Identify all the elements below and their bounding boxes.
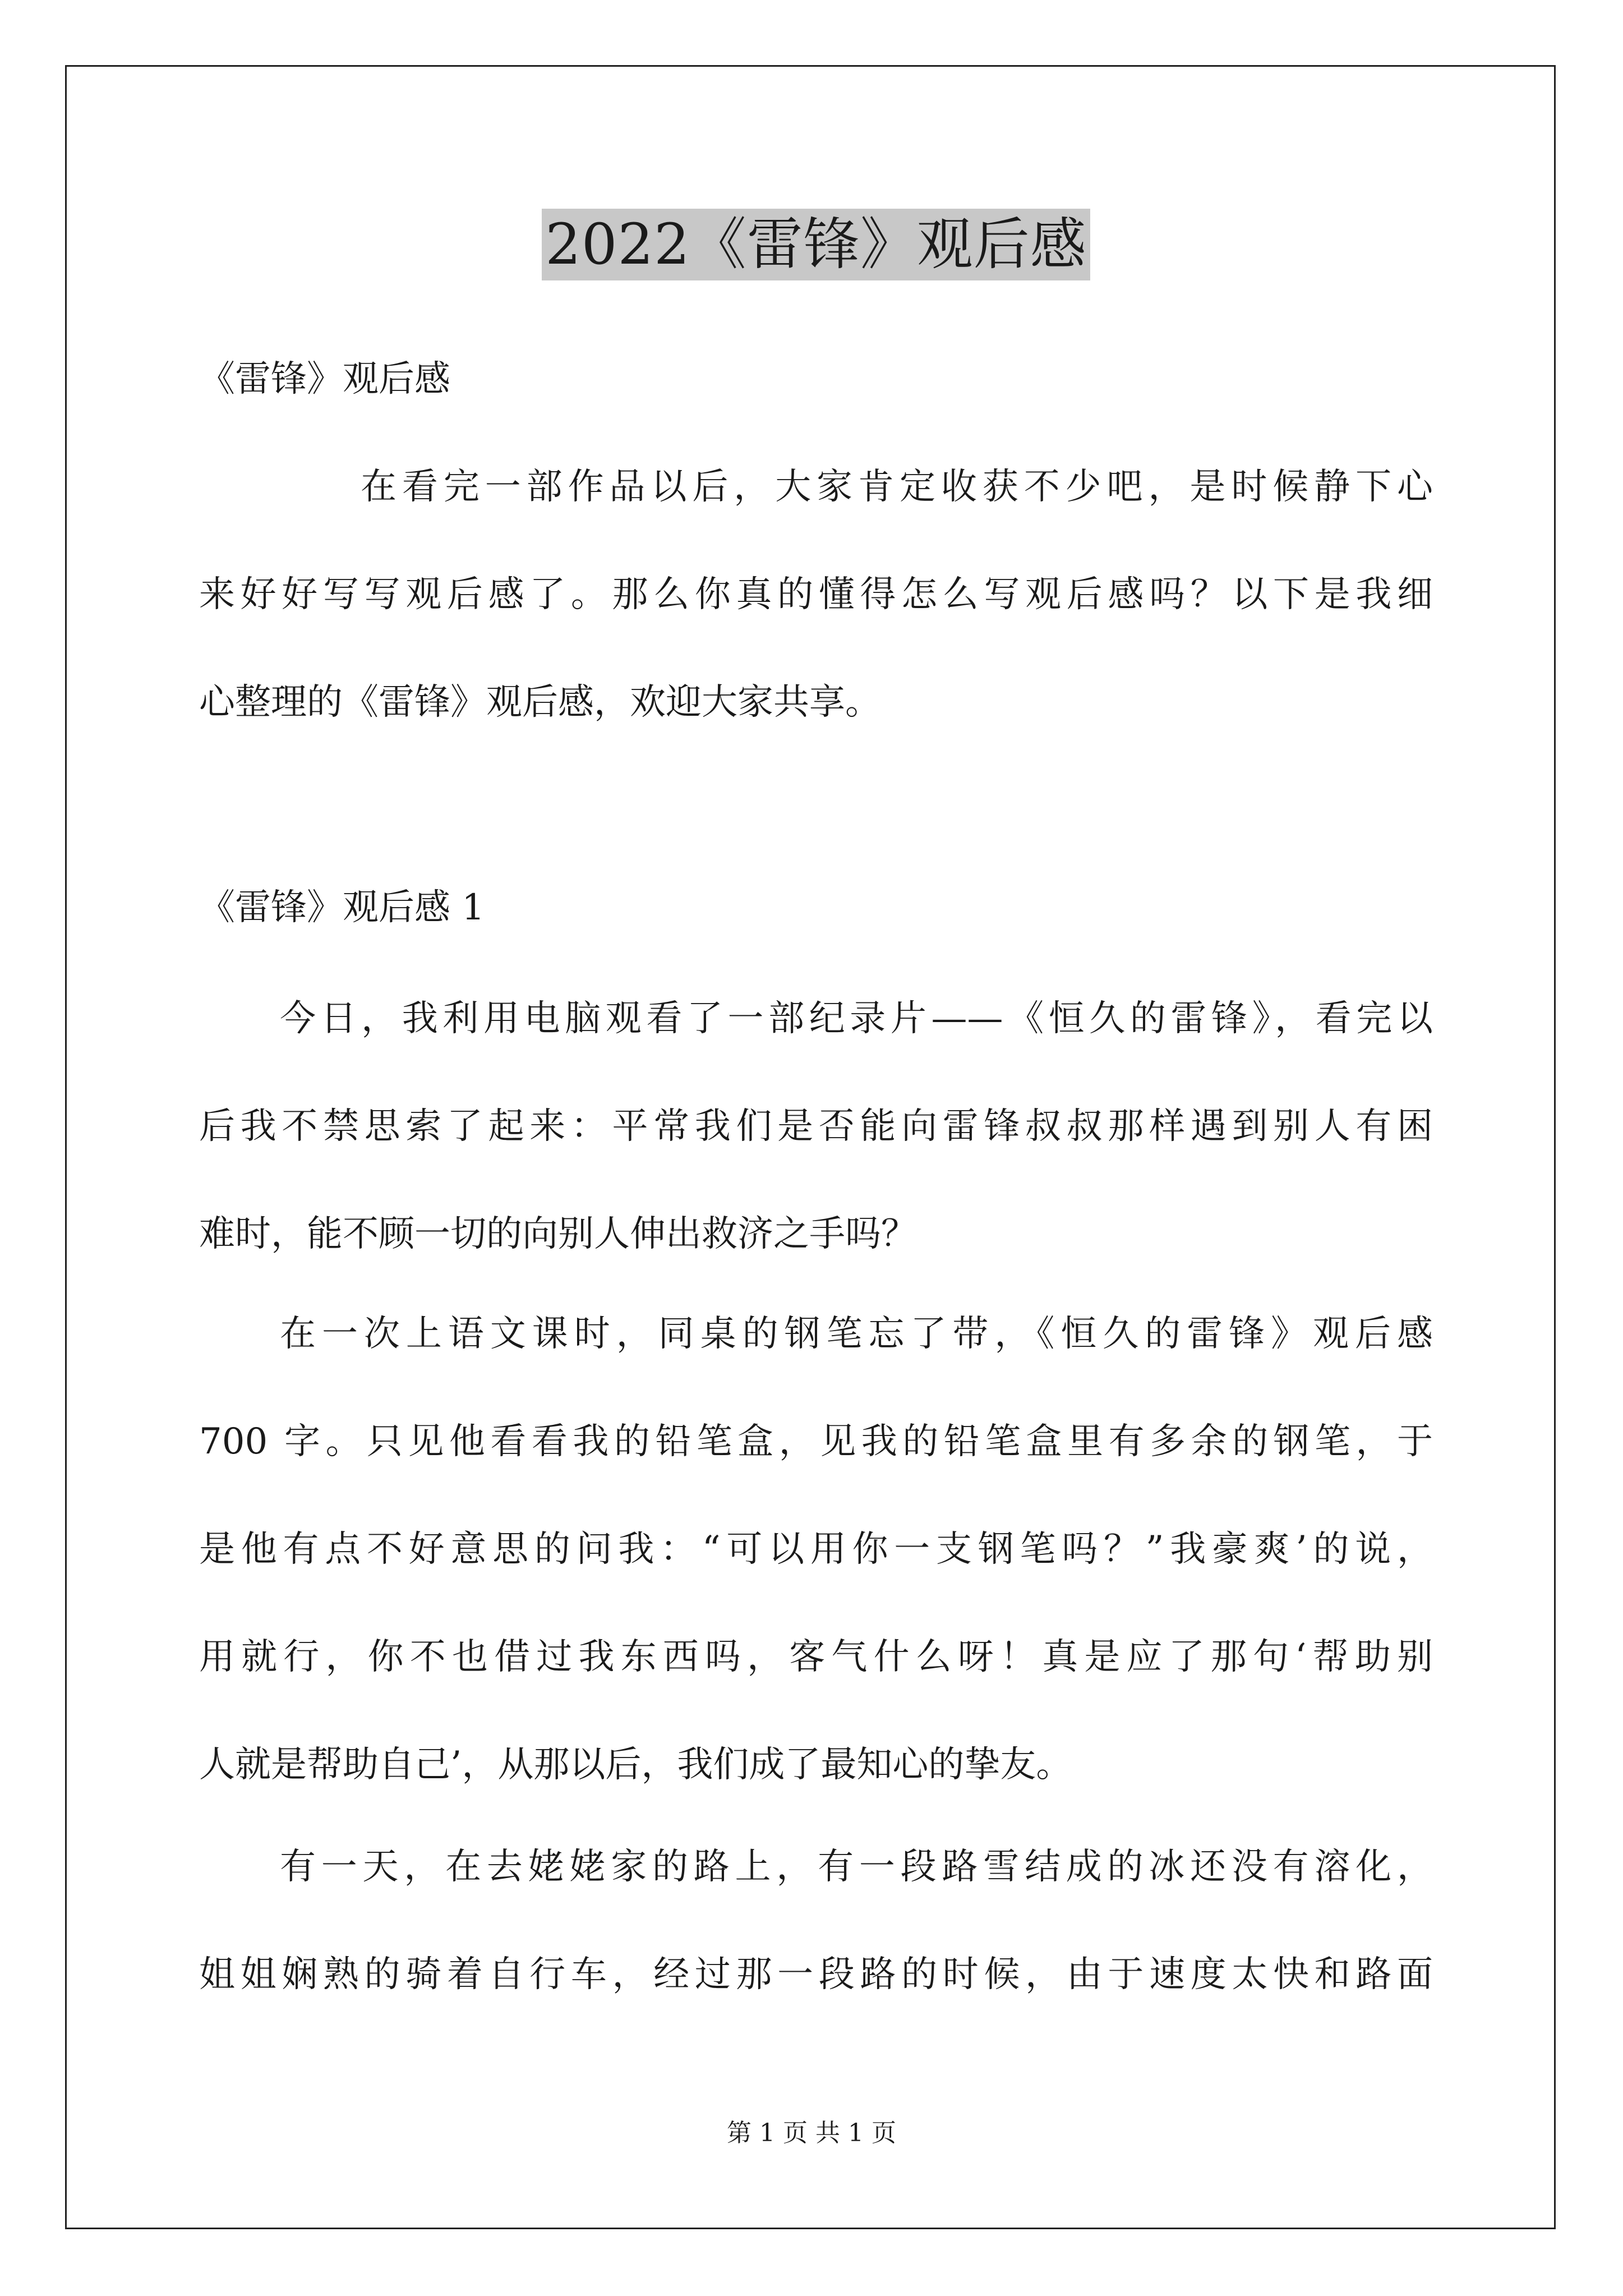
- subtitle: 《雷锋》观后感: [199, 358, 450, 400]
- intro-paragraph: [199, 460, 1433, 783]
- para-line: 700 字。只见他看看我的铅笔盒，见我的铅笔盒里有多余的钢笔，于: [199, 1421, 1433, 1462]
- intro-line: 来好好写写观后感了。那么你真的懂得怎么写观后感吗？以下是我细: [199, 574, 1433, 615]
- para-line: 今日，我利用电脑观看了一部纪录片——《恒久的雷锋》，看完以: [280, 998, 1433, 1039]
- section-heading: 《雷锋》观后感 1: [199, 887, 485, 928]
- para-line: 后我不禁思索了起来：平常我们是否能向雷锋叔叔那样遇到别人有困: [199, 1106, 1433, 1147]
- paragraph-3: [199, 1840, 1433, 2055]
- para-line: 用就行，你不也借过我东西吗，客气什么呀！真是应了那句‘帮助别: [199, 1636, 1433, 1678]
- para-line: 有一天，在去姥姥家的路上，有一段路雪结成的冰还没有溶化，: [280, 1846, 1433, 1888]
- paragraph-2: [199, 1307, 1433, 1846]
- para-line: 难时，能不顾一切的向别人伸出救济之手吗？: [199, 1213, 917, 1255]
- page-footer: 第 1 页 共 1 页: [727, 2119, 896, 2147]
- para-line: 人就是帮助自己’，从那以后，我们成了最知心的挚友。: [199, 1744, 1072, 1786]
- para-line: 姐姐娴熟的骑着自行车，经过那一段路的时候，由于速度太快和路面: [199, 1954, 1433, 1995]
- paragraph-1: [199, 992, 1433, 1315]
- intro-line: 心整理的《雷锋》观后感，欢迎大家共享。: [199, 682, 881, 723]
- para-line: 在一次上语文课时，同桌的钢笔忘了带，《恒久的雷锋》观后感: [280, 1313, 1433, 1355]
- document-title: 2022《雷锋》观后感: [542, 209, 1090, 280]
- para-line: 是他有点不好意思的问我：“可以用你一支钢笔吗？”我豪爽’的说，: [199, 1529, 1433, 1570]
- intro-line: 在看完一部作品以后，大家肯定收获不少吧，是时候静下心: [361, 466, 1433, 508]
- title-block: [199, 209, 1433, 280]
